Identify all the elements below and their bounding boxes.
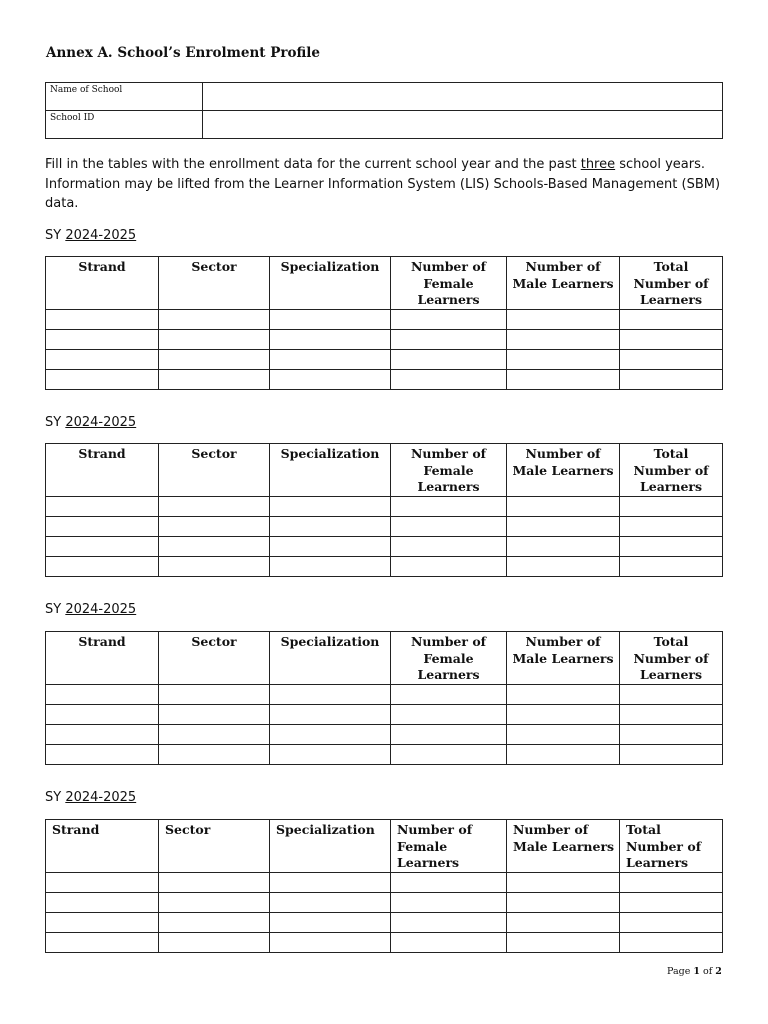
page-title: Annex A. School’s Enrolment Profile xyxy=(46,45,321,61)
table-cell[interactable] xyxy=(620,912,723,932)
table-cell[interactable] xyxy=(159,684,270,704)
table-cell[interactable] xyxy=(270,892,391,912)
table-cell[interactable] xyxy=(270,309,391,329)
table-cell[interactable] xyxy=(270,724,391,744)
col-female: Number of Female Learners xyxy=(391,820,507,873)
table-row xyxy=(46,369,723,389)
enrolment-table-1 xyxy=(45,256,723,390)
table-cell[interactable] xyxy=(270,744,391,764)
instructions-text: Fill in the tables with the enrollment data for the current school year and the past xyxy=(45,157,581,172)
table-cell[interactable] xyxy=(391,496,507,516)
enrolment-table-2 xyxy=(45,443,723,577)
table-cell[interactable] xyxy=(159,704,270,724)
col-total: Total Number of Learners xyxy=(620,632,723,685)
table-cell[interactable] xyxy=(620,516,723,536)
table-row xyxy=(46,83,723,111)
table-row xyxy=(46,892,723,912)
table-cell[interactable] xyxy=(159,496,270,516)
table-cell[interactable] xyxy=(391,744,507,764)
sy-prefix: SY xyxy=(45,790,66,805)
table-row xyxy=(46,684,723,704)
school-id-field[interactable] xyxy=(203,111,723,139)
col-strand: Strand xyxy=(46,632,159,685)
table-cell[interactable] xyxy=(507,704,620,724)
table-cell[interactable] xyxy=(620,536,723,556)
table-row xyxy=(46,309,723,329)
table-cell[interactable] xyxy=(620,744,723,764)
col-total: Total Number of Learners xyxy=(620,444,723,497)
table-cell[interactable] xyxy=(159,556,270,576)
table-cell[interactable] xyxy=(620,309,723,329)
col-female: Number of Female Learners xyxy=(391,257,507,310)
table-cell[interactable] xyxy=(391,872,507,892)
table-cell[interactable] xyxy=(507,556,620,576)
table-cell[interactable] xyxy=(159,872,270,892)
table-cell[interactable] xyxy=(270,556,391,576)
col-male: Number of Male Learners xyxy=(507,257,620,310)
instructions-text-cont: school years. Information may be lifted from the Learner Information System (LIS) Schools-Based Management (SBM) data. xyxy=(45,157,721,211)
table-cell[interactable] xyxy=(46,536,159,556)
table-cell[interactable] xyxy=(270,872,391,892)
table-cell[interactable] xyxy=(391,912,507,932)
table-cell[interactable] xyxy=(46,932,159,952)
header-row xyxy=(46,257,723,310)
table-cell[interactable] xyxy=(159,329,270,349)
table-cell[interactable] xyxy=(46,684,159,704)
col-sector: Sector xyxy=(159,820,270,873)
sy-year: 2024-2025 xyxy=(65,228,137,243)
table-cell[interactable] xyxy=(391,536,507,556)
table-cell[interactable] xyxy=(507,892,620,912)
table-cell[interactable] xyxy=(391,892,507,912)
table-cell[interactable] xyxy=(270,704,391,724)
table-cell[interactable] xyxy=(270,516,391,536)
page-total: 2 xyxy=(715,966,722,977)
table-cell[interactable] xyxy=(391,556,507,576)
school-id-label: School ID xyxy=(46,111,203,139)
table-cell[interactable] xyxy=(620,892,723,912)
table-row xyxy=(46,349,723,369)
table-cell[interactable] xyxy=(507,369,620,389)
table-cell[interactable] xyxy=(507,516,620,536)
col-sector: Sector xyxy=(159,257,270,310)
table-row xyxy=(46,329,723,349)
table-cell[interactable] xyxy=(391,704,507,724)
col-male: Number of Male Learners xyxy=(507,820,620,873)
sy-year: 2024-2025 xyxy=(65,602,137,617)
table-cell[interactable] xyxy=(159,892,270,912)
table-cell[interactable] xyxy=(270,912,391,932)
table-cell[interactable] xyxy=(159,536,270,556)
page-number xyxy=(667,966,722,977)
table-cell[interactable] xyxy=(391,309,507,329)
page-current: 1 xyxy=(693,966,700,977)
table-row xyxy=(46,724,723,744)
col-total: Total Number of Learners xyxy=(620,257,723,310)
table-cell[interactable] xyxy=(620,349,723,369)
table-cell[interactable] xyxy=(46,556,159,576)
table-cell[interactable] xyxy=(46,912,159,932)
table-cell[interactable] xyxy=(46,704,159,724)
school-year-label xyxy=(45,790,136,805)
table-row xyxy=(46,556,723,576)
header-row xyxy=(46,632,723,685)
table-cell[interactable] xyxy=(620,872,723,892)
table-cell[interactable] xyxy=(46,309,159,329)
page-of: of xyxy=(699,966,716,977)
table-cell[interactable] xyxy=(391,349,507,369)
table-cell[interactable] xyxy=(507,309,620,329)
table-cell[interactable] xyxy=(507,912,620,932)
table-cell[interactable] xyxy=(507,872,620,892)
table-cell[interactable] xyxy=(270,932,391,952)
school-year-label xyxy=(45,602,136,617)
col-specialization: Specialization xyxy=(270,444,391,497)
table-cell[interactable] xyxy=(391,516,507,536)
page-prefix: Page xyxy=(667,966,694,977)
table-cell[interactable] xyxy=(270,329,391,349)
table-cell[interactable] xyxy=(46,496,159,516)
table-row xyxy=(46,932,723,952)
table-cell[interactable] xyxy=(507,724,620,744)
table-cell[interactable] xyxy=(46,892,159,912)
table-cell[interactable] xyxy=(391,724,507,744)
table-cell[interactable] xyxy=(507,744,620,764)
col-specialization: Specialization xyxy=(270,632,391,685)
table-cell[interactable] xyxy=(507,349,620,369)
col-strand: Strand xyxy=(46,444,159,497)
enrolment-table-3 xyxy=(45,631,723,765)
table-cell[interactable] xyxy=(159,724,270,744)
table-row xyxy=(46,912,723,932)
sy-prefix: SY xyxy=(45,415,66,430)
col-female: Number of Female Learners xyxy=(391,444,507,497)
table-cell[interactable] xyxy=(46,349,159,369)
col-strand: Strand xyxy=(46,257,159,310)
col-sector: Sector xyxy=(159,444,270,497)
school-year-label xyxy=(45,228,136,243)
instructions-underlined: three xyxy=(580,157,616,172)
table-cell[interactable] xyxy=(620,932,723,952)
table-cell[interactable] xyxy=(507,496,620,516)
table-cell[interactable] xyxy=(159,744,270,764)
table-cell[interactable] xyxy=(46,744,159,764)
table-cell[interactable] xyxy=(620,496,723,516)
table-cell[interactable] xyxy=(46,369,159,389)
table-row xyxy=(46,496,723,516)
col-specialization: Specialization xyxy=(270,820,391,873)
table-cell[interactable] xyxy=(46,724,159,744)
header-row xyxy=(46,820,723,873)
table-cell[interactable] xyxy=(507,329,620,349)
table-cell[interactable] xyxy=(159,516,270,536)
table-cell[interactable] xyxy=(391,684,507,704)
col-total: Total Number of Learners xyxy=(620,820,723,873)
table-cell[interactable] xyxy=(620,684,723,704)
table-cell[interactable] xyxy=(620,704,723,724)
table-cell[interactable] xyxy=(620,369,723,389)
col-male: Number of Male Learners xyxy=(507,632,620,685)
instructions-paragraph xyxy=(45,155,725,214)
header-row xyxy=(46,444,723,497)
table-cell[interactable] xyxy=(159,932,270,952)
table-row xyxy=(46,516,723,536)
school-info-table xyxy=(45,82,723,139)
col-sector: Sector xyxy=(159,632,270,685)
table-cell[interactable] xyxy=(507,932,620,952)
col-strand: Strand xyxy=(46,820,159,873)
table-row xyxy=(46,872,723,892)
table-cell[interactable] xyxy=(270,536,391,556)
table-cell[interactable] xyxy=(159,912,270,932)
table-cell[interactable] xyxy=(46,329,159,349)
table-cell[interactable] xyxy=(620,329,723,349)
table-cell[interactable] xyxy=(46,872,159,892)
table-row xyxy=(46,704,723,724)
table-cell[interactable] xyxy=(159,369,270,389)
table-cell[interactable] xyxy=(270,496,391,516)
table-row xyxy=(46,111,723,139)
table-cell[interactable] xyxy=(270,684,391,704)
name-of-school-field[interactable] xyxy=(203,83,723,111)
name-of-school-label: Name of School xyxy=(46,83,203,111)
table-cell[interactable] xyxy=(620,724,723,744)
table-cell[interactable] xyxy=(46,516,159,536)
sy-prefix: SY xyxy=(45,602,66,617)
table-cell[interactable] xyxy=(620,556,723,576)
table-cell[interactable] xyxy=(159,309,270,329)
table-cell[interactable] xyxy=(159,349,270,369)
table-row xyxy=(46,536,723,556)
table-cell[interactable] xyxy=(507,536,620,556)
sy-prefix: SY xyxy=(45,228,66,243)
table-cell[interactable] xyxy=(507,684,620,704)
table-cell[interactable] xyxy=(391,932,507,952)
table-cell[interactable] xyxy=(270,349,391,369)
table-row xyxy=(46,744,723,764)
table-cell[interactable] xyxy=(391,329,507,349)
table-cell[interactable] xyxy=(391,369,507,389)
col-male: Number of Male Learners xyxy=(507,444,620,497)
table-cell[interactable] xyxy=(270,369,391,389)
sy-year: 2024-2025 xyxy=(65,790,137,805)
enrolment-table-4 xyxy=(45,819,723,953)
col-female: Number of Female Learners xyxy=(391,632,507,685)
sy-year: 2024-2025 xyxy=(65,415,137,430)
col-specialization: Specialization xyxy=(270,257,391,310)
school-year-label xyxy=(45,415,136,430)
